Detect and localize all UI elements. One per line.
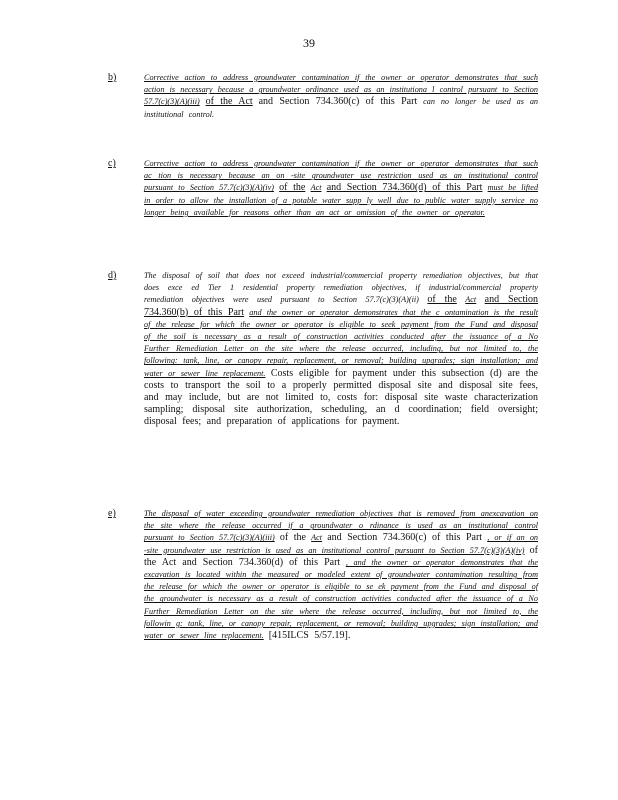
section-reference: and Section 734.360(c) of this Part xyxy=(327,532,483,544)
subsection-text-e xyxy=(144,508,538,642)
subsection-text-d xyxy=(144,270,538,429)
subsection-label-d: d) xyxy=(108,270,117,281)
amended-text: and the owner or operator demonstrates that the c ontamination is the result of the release for which the owner or operator is eligible to seek payment from the Fund and disposal of the soil is necessary as a result of construction activities conducted after the issuance of a No Further Remediation Letter on the site where the release occurred, including, but not limited to, the following: tank, line, or canopy repair, replacement, or removal; building upgrades; sign installation; and water or sewer line replacement. xyxy=(144,307,539,378)
page-number: 39 xyxy=(303,36,315,50)
subsection-label-e: e) xyxy=(108,508,116,519)
amended-text: Corrective action to address groundwater contamination if the owner or operator demonstrates that such ac tion is necessary because an on -site groundwater use restriction used as an institutional control pursuant to Section 57.7(c)(3)(A)(iv) xyxy=(144,159,538,193)
act-reference: of the xyxy=(279,182,306,194)
section-reference: and Section 734.360(b) of this Part xyxy=(144,294,539,318)
act-word: Act xyxy=(311,533,323,543)
act-word: Act xyxy=(310,183,322,193)
act-reference: of the xyxy=(279,532,306,544)
amended-text: must be lifted in order to allow the installation of a potable water supp ly well due to public water supply service no longer being available for reasons other than an act or omission of the owner or operator. xyxy=(144,183,539,217)
act-reference: of the Act xyxy=(205,96,253,108)
amended-text: The disposal of water exceeding groundwater remediation objectives that is removed from anexcavation on the site where the release occurred if a groundwater o rdinance is used as an institutional control pursuant to Section 57.7(c)(3)(A)(iii) xyxy=(144,509,538,543)
act-reference: of the xyxy=(427,294,457,306)
section-reference: and Section 734.360(c) of this Part xyxy=(258,96,418,108)
statute-citation: [415ILCS 5/57.19]. xyxy=(268,630,351,642)
section-reference: of the Act and Section 734.360(d) of this Part xyxy=(144,544,539,568)
amended-text: Corrective action to address groundwater contamination if the owner or operator demonstrates that such action is necessary because a groundwater ordinance used as an institutiona l control pursuant to Section 57.7(c)(3)(A)(iii) xyxy=(144,73,538,107)
amended-text: , and the owner or operator demonstrates that the excavation is located within the measured or modeled extent of groundwater contamination resulting from the release for which the owner or operator is eligible to se ek payment from the Fund and disposal of the groundwater is necessary as a result of construction activities conducted after the issuance of a No Further Remediation Letter on the site where the release occurred, including, but not limited to, the followin g: tank, line, or canopy repair, replacement, or removal; building upgrades; sign installation; and water or sewer line replacement. xyxy=(144,557,538,641)
amended-text: The disposal of soil that does not exceed industrial/commercial property remediation objectives, but that does exce ed Tier 1 residential property remediation objectives, if industrial/commercial property remediation objectives were used pursuant to Section 57.7(c)(3)(A)(ii) xyxy=(144,271,538,305)
section-reference: and Section 734.360(d) of this Part xyxy=(326,182,483,194)
subsection-text-b xyxy=(144,72,538,121)
costs-eligible-text: Costs eligible for payment under this subsection (d) are the costs to transport the soil to a properly permitted disposal site and disposal site fees, and may include, but are not limited to, costs for: disposal site waste characterization sampling; disposal site authorization, scheduling, an d coordination; field oversight; disposal fees; and preparation of applications for payment. xyxy=(144,367,538,428)
act-word: Act xyxy=(465,295,477,305)
subsection-label-b: b) xyxy=(108,72,117,83)
amended-text: can no longer be used as an institutional control. xyxy=(144,97,539,119)
amended-text: , or if an on -site groundwater use restriction is used as an institutional control pursuant to Section 57.7(c)(3)(A)(iv) xyxy=(144,533,539,555)
subsection-text-c xyxy=(144,158,538,219)
subsection-label-c: c) xyxy=(108,158,116,169)
